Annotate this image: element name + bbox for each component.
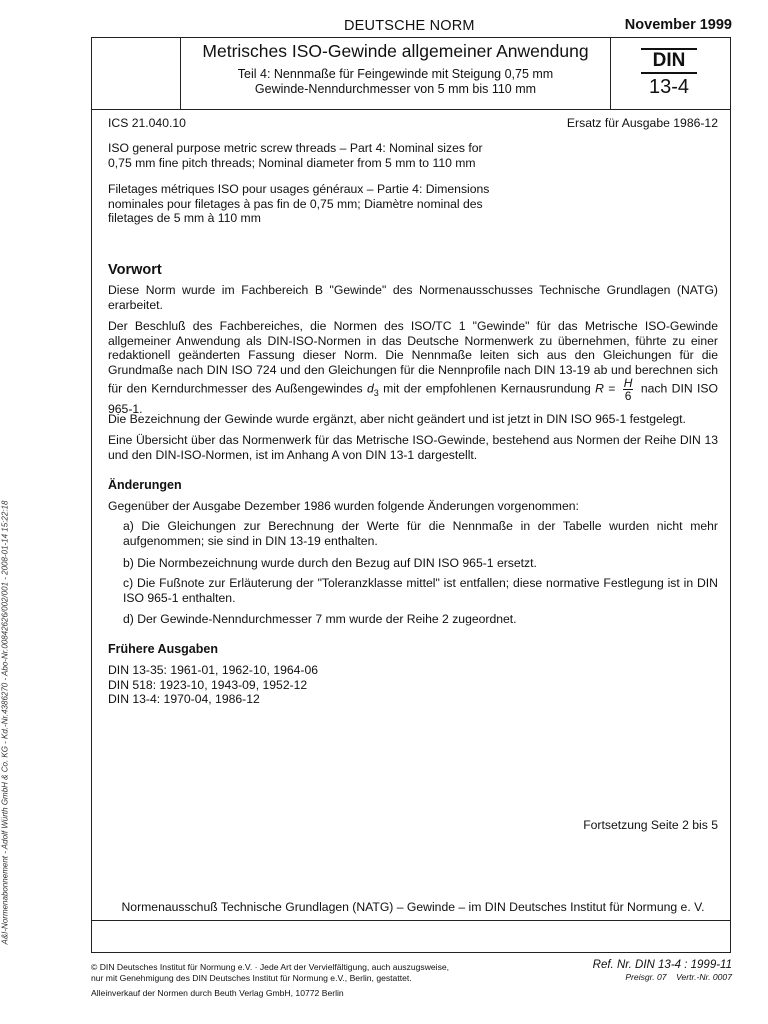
fraction-h-over-6 [623,377,634,402]
sales-notice: Alleinverkauf der Normen durch Beuth Verlag GmbH, 10772 Berlin [91,988,344,998]
license-sidebar-note: A&I-Normenabonnement - Adolf Würth GmbH & Co. KG - Kd.-Nr.4386270 - Abo-Nr.00842626/002/001 - 2008-01-14 15:22:18 [0,500,10,945]
din-number: 13-4 [648,76,690,98]
reference-number: Ref. Nr. DIN 13-4 : 1999-11 [592,959,732,971]
committee-line: Normenausschuß Technische Grundlagen (NATG) – Gewinde – im DIN Deutsches Institut für Normung e. V. [121,900,705,914]
committee-bottom-rule [91,920,731,921]
vorwort-paragraph-3: Die Bezeichnung der Gewinde wurde ergänzt, aber nicht geändert und ist jetzt in DIN ISO 965-1 festgelegt. [108,412,686,426]
vorwort-paragraph-4: Eine Übersicht über das Normenwerk für das Metrische ISO-Gewinde, bestehend aus Normen der Reihe DIN 13 und den DIN-ISO-Normen, ist im Anhang A von DIN 13-1 dargestellt. [108,433,718,462]
subtitle-line-2: Gewinde-Nenndurchmesser von 5 mm bis 110 mm [254,82,537,96]
aenderungen-intro: Gegenüber der Ausgabe Dezember 1986 wurden folgende Änderungen vorgenommen: [108,499,579,513]
title-bottom-rule [91,109,731,110]
edition-line: DIN 13-35: 1961-01, 1962-10, 1964-06 [108,663,319,677]
ics-code: ICS 21.040.10 [108,116,186,130]
document-title: Metrisches ISO-Gewinde allgemeiner Anwendung [202,41,589,61]
continuation-note: Fortsetzung Seite 2 bis 5 [583,818,718,832]
page-frame [91,37,731,953]
subtitle-line-1: Teil 4: Nennmaße für Feingewinde mit Steigung 0,75 mm [237,67,554,81]
fruehere-ausgaben-list [108,663,718,707]
symbol-d: d [366,381,374,396]
vorwort-paragraph-2 [108,319,718,417]
vorwort-p2-text-c: nach DIN ISO 965-1. [108,381,718,416]
aenderungen-item-d: d) Der Gewinde-Nenndurchmesser 7 mm wurde der Reihe 2 zugeordnet. [123,612,517,626]
vorwort-paragraph-1: Diese Norm wurde im Fachbereich B "Gewinde" des Normenausschusses Technische Grundlagen (NATG) erarbeitet. [108,283,718,312]
vorwort-p2-text-a: Der Beschluß des Fachbereiches, die Normen des ISO/TC 1 "Gewinde" für das Metrische ISO-Gewinde allgemeiner Anwendung als DIN-ISO-Normen in das Deutsche Normenwerk zu übernehmen, führte zu einer redaktionell geänderten Fassung dieser Norm. Die Nennmaße leiten sich aus den Gleichungen für die Grundmaße nach DIN ISO 724 und den Gleichungen für die Nennprofile nach DIN 13-19 ab und berechnen sich für den Kerndurchmesser des Außengewindes [108,319,718,396]
aenderungen-item-b: b) Die Normbezeichnung wurde durch den Bezug auf DIN ISO 965-1 ersetzt. [123,556,537,570]
symbol-d-subscript: 3 [373,388,379,399]
french-title: Filetages métriques ISO pour usages généraux – Partie 4: Dimensions nominales pour filetages à pas fin de 0,75 mm; Diamètre nominal des filetages de 5 mm à 110 mm [108,182,490,225]
edition-line: DIN 518: 1923-10, 1943-09, 1952-12 [108,677,308,692]
publication-date: November 1999 [624,17,732,33]
title-left-divider [180,37,181,110]
edition-line: DIN 13-4: 1970-04, 1986-12 [108,692,260,706]
vorwort-heading: Vorwort [108,262,162,278]
norm-type-label: DEUTSCHE NORM [344,18,475,34]
title-right-divider [610,37,611,110]
document-subtitle [185,67,606,97]
aenderungen-item-c: c) Die Fußnote zur Erläuterung der "Toleranzklasse mittel" ist entfallen; diese normative Festlegung ist in DIN ISO 965-1 enthalten. [123,576,718,605]
replaces-edition: Ersatz für Ausgabe 1986-12 [566,116,718,130]
equals-sign: = [608,381,616,396]
aenderungen-heading: Änderungen [108,478,182,492]
din-logo: DIN [641,48,697,74]
copyright-notice [91,962,449,983]
english-title: ISO general purpose metric screw threads – Part 4: Nominal sizes for 0,75 mm fine pitch threads; Nominal diameter from 5 mm to 110 mm [108,141,483,170]
aenderungen-item-a: a) Die Gleichungen zur Berechnung der Werte für die Nennmaße in der Tabelle wurden nicht mehr aufgenommen; sie sind in DIN 13-19 enthalten. [123,519,718,548]
symbol-r: R [595,381,604,396]
copyright-line-2: nur mit Genehmigung des DIN Deutsches Institut für Normung e.V., Berlin, gestattet. [91,972,412,983]
price-group: Preisgr. 07 Vertr.-Nr. 0007 [625,972,732,982]
fraction-denominator: 6 [624,389,632,403]
copyright-line-1: © DIN Deutsches Institut für Normung e.V. · Jede Art der Vervielfältigung, auch auszugsweise, [91,962,450,972]
fraction-numerator: H [623,376,633,390]
vorwort-p2-text-b: mit der empfohlenen Kernausrundung [383,381,591,396]
fruehere-ausgaben-heading: Frühere Ausgaben [108,642,218,656]
